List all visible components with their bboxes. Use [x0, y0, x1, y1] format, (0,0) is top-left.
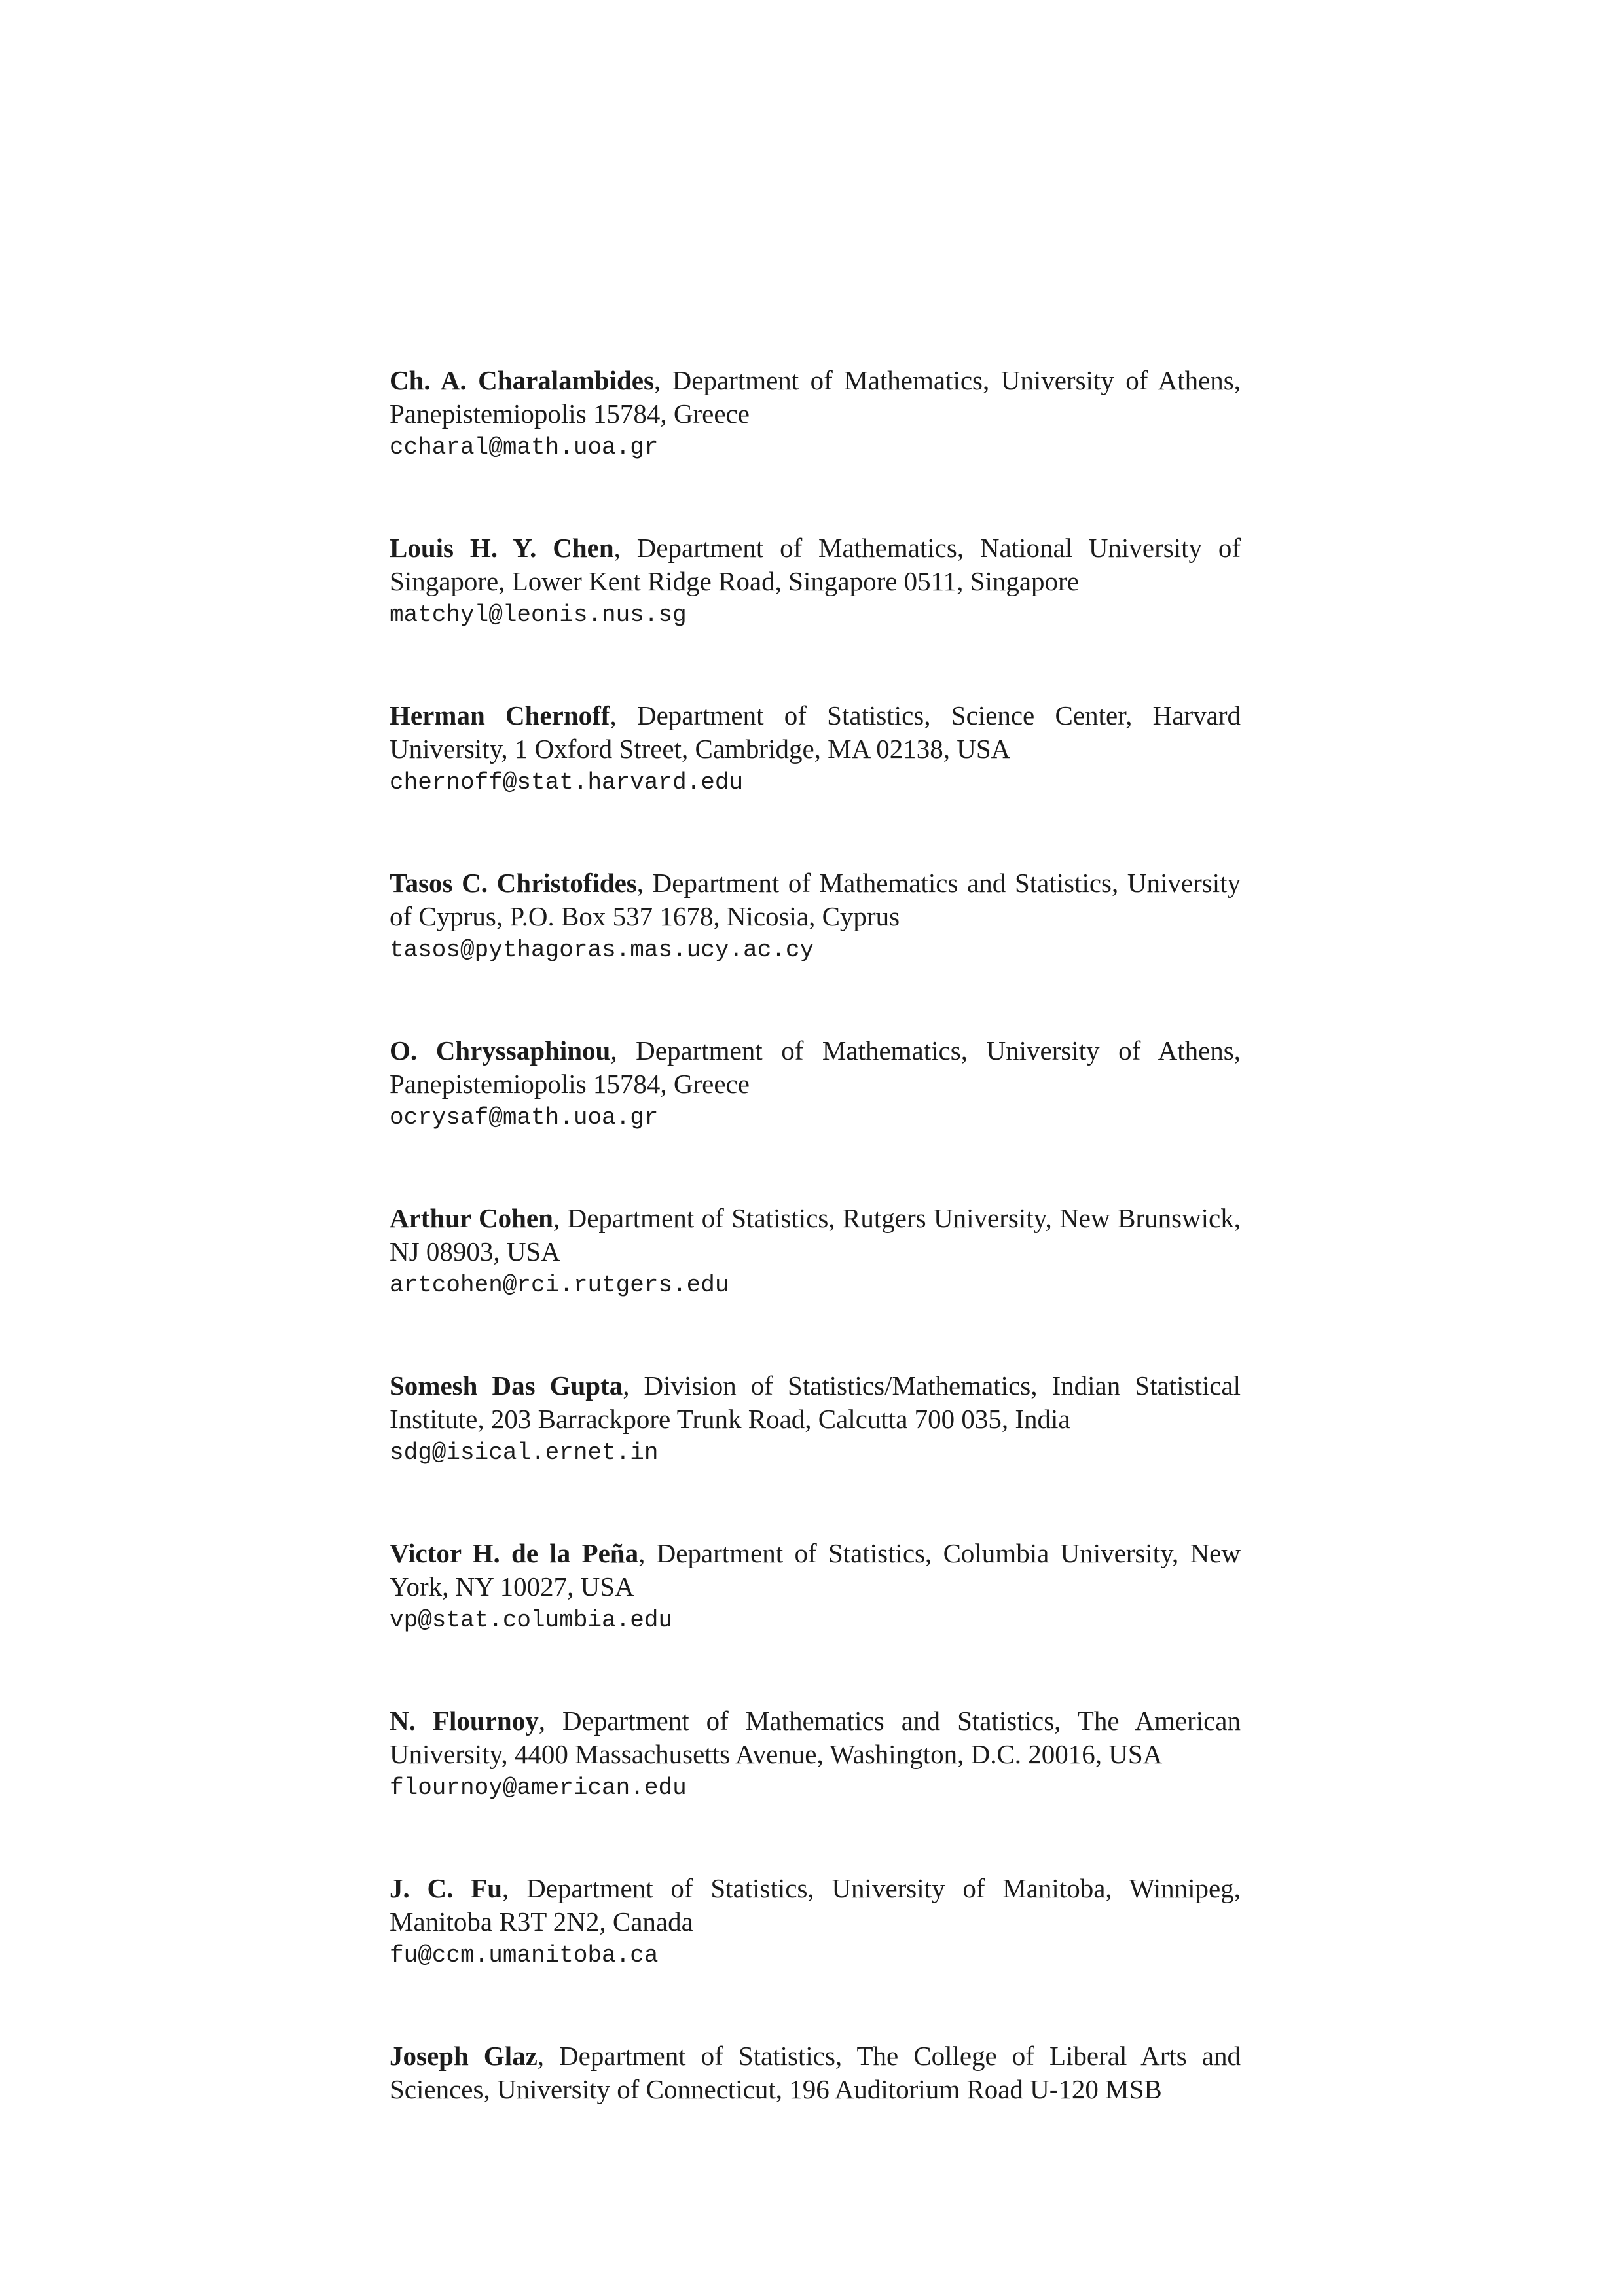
contributor-entry [390, 1034, 1241, 1134]
contributor-name: Joseph Glaz [390, 2041, 538, 2071]
contributor-entry [390, 2039, 1241, 2106]
contributor-affiliation-line [390, 1369, 1241, 1436]
contributor-affiliation: , Department of Mathematics, University of Athens, Panepistemiopolis 15784, Greece [390, 365, 1241, 429]
contributor-name: Tasos C. Christofides [390, 868, 637, 898]
contributor-affiliation: , Department of Mathematics and Statistics, University of Cyprus, P.O. Box 537 1678, Nicosia, Cyprus [390, 868, 1241, 931]
contributor-email: fu@ccm.umanitoba.ca [390, 1942, 659, 1969]
contributor-entry [390, 867, 1241, 967]
contributor-affiliation: , Department of Statistics, Science Center, Harvard University, 1 Oxford Street, Cambridge, MA 02138, USA [390, 700, 1241, 764]
contributor-affiliation: , Division of Statistics/Mathematics, Indian Statistical Institute, 203 Barrackpore Trunk Road, Calcutta 700 035, India [390, 1371, 1241, 1434]
contributor-affiliation-line [390, 699, 1241, 766]
contributor-email: sdg@isical.ernet.in [390, 1439, 659, 1466]
contributor-name: Louis H. Y. Chen [390, 533, 614, 563]
contributor-entry [390, 1369, 1241, 1469]
contributor-affiliation: , Department of Statistics, University of Manitoba, Winnipeg, Manitoba R3T 2N2, Canada [390, 1873, 1241, 1937]
contributor-affiliation: , Department of Statistics, The College of Liberal Arts and Sciences, University of Connecticut, 196 Auditorium Road U-120 MSB [390, 2041, 1241, 2104]
contributor-affiliation-line [390, 1704, 1241, 1771]
contributor-affiliation: , Department of Mathematics, National University of Singapore, Lower Kent Ridge Road, Singapore 0511, Singapore [390, 533, 1241, 596]
contributor-affiliation-line [390, 1202, 1241, 1268]
contributor-affiliation: , Department of Statistics, Rutgers University, New Brunswick, NJ 08903, USA [390, 1203, 1241, 1266]
contributor-email: ccharal@math.uoa.gr [390, 434, 659, 461]
contributor-name: Arthur Cohen [390, 1203, 553, 1233]
contributor-name: O. Chryssaphinou [390, 1035, 611, 1066]
contributor-affiliation-line [390, 1872, 1241, 1939]
contributor-affiliation-line [390, 2039, 1241, 2106]
contributor-entry [390, 1202, 1241, 1302]
contributor-name: Somesh Das Gupta [390, 1371, 623, 1401]
contributor-affiliation: , Department of Mathematics and Statistics, The American University, 4400 Massachusetts Avenue, Washington, D.C. 20016, USA [390, 1706, 1241, 1769]
contributor-email: ocrysaf@math.uoa.gr [390, 1104, 659, 1131]
contributor-affiliation: , Department of Statistics, Columbia University, New York, NY 10027, USA [390, 1538, 1241, 1602]
contributor-email: flournoy@american.edu [390, 1774, 687, 1801]
contributor-affiliation-line [390, 364, 1241, 431]
contributor-name: J. C. Fu [390, 1873, 503, 1903]
contributor-affiliation-line [390, 1034, 1241, 1101]
contributor-email: matchyl@leonis.nus.sg [390, 601, 687, 628]
contributor-entry [390, 1872, 1241, 1972]
contributor-affiliation: , Department of Mathematics, University of Athens, Panepistemiopolis 15784, Greece [390, 1035, 1241, 1099]
contributor-name: N. Flournoy [390, 1706, 539, 1736]
contributor-entry [390, 364, 1241, 464]
contributor-entry [390, 1704, 1241, 1804]
contributor-affiliation-line [390, 531, 1241, 598]
contributor-name: Ch. A. Charalambides [390, 365, 654, 395]
contributor-entry [390, 1537, 1241, 1637]
contributors-list [390, 364, 1241, 2174]
contributor-email: chernoff@stat.harvard.edu [390, 769, 744, 796]
contributor-entry [390, 699, 1241, 799]
contributor-name: Herman Chernoff [390, 700, 610, 730]
contributor-entry [390, 531, 1241, 632]
contributor-affiliation-line [390, 1537, 1241, 1604]
contributor-name: Victor H. de la Peña [390, 1538, 639, 1568]
contributor-email: artcohen@rci.rutgers.edu [390, 1272, 729, 1299]
contributor-email: vp@stat.columbia.edu [390, 1607, 673, 1634]
contributor-email: tasos@pythagoras.mas.ucy.ac.cy [390, 937, 814, 963]
contributor-affiliation-line [390, 867, 1241, 933]
